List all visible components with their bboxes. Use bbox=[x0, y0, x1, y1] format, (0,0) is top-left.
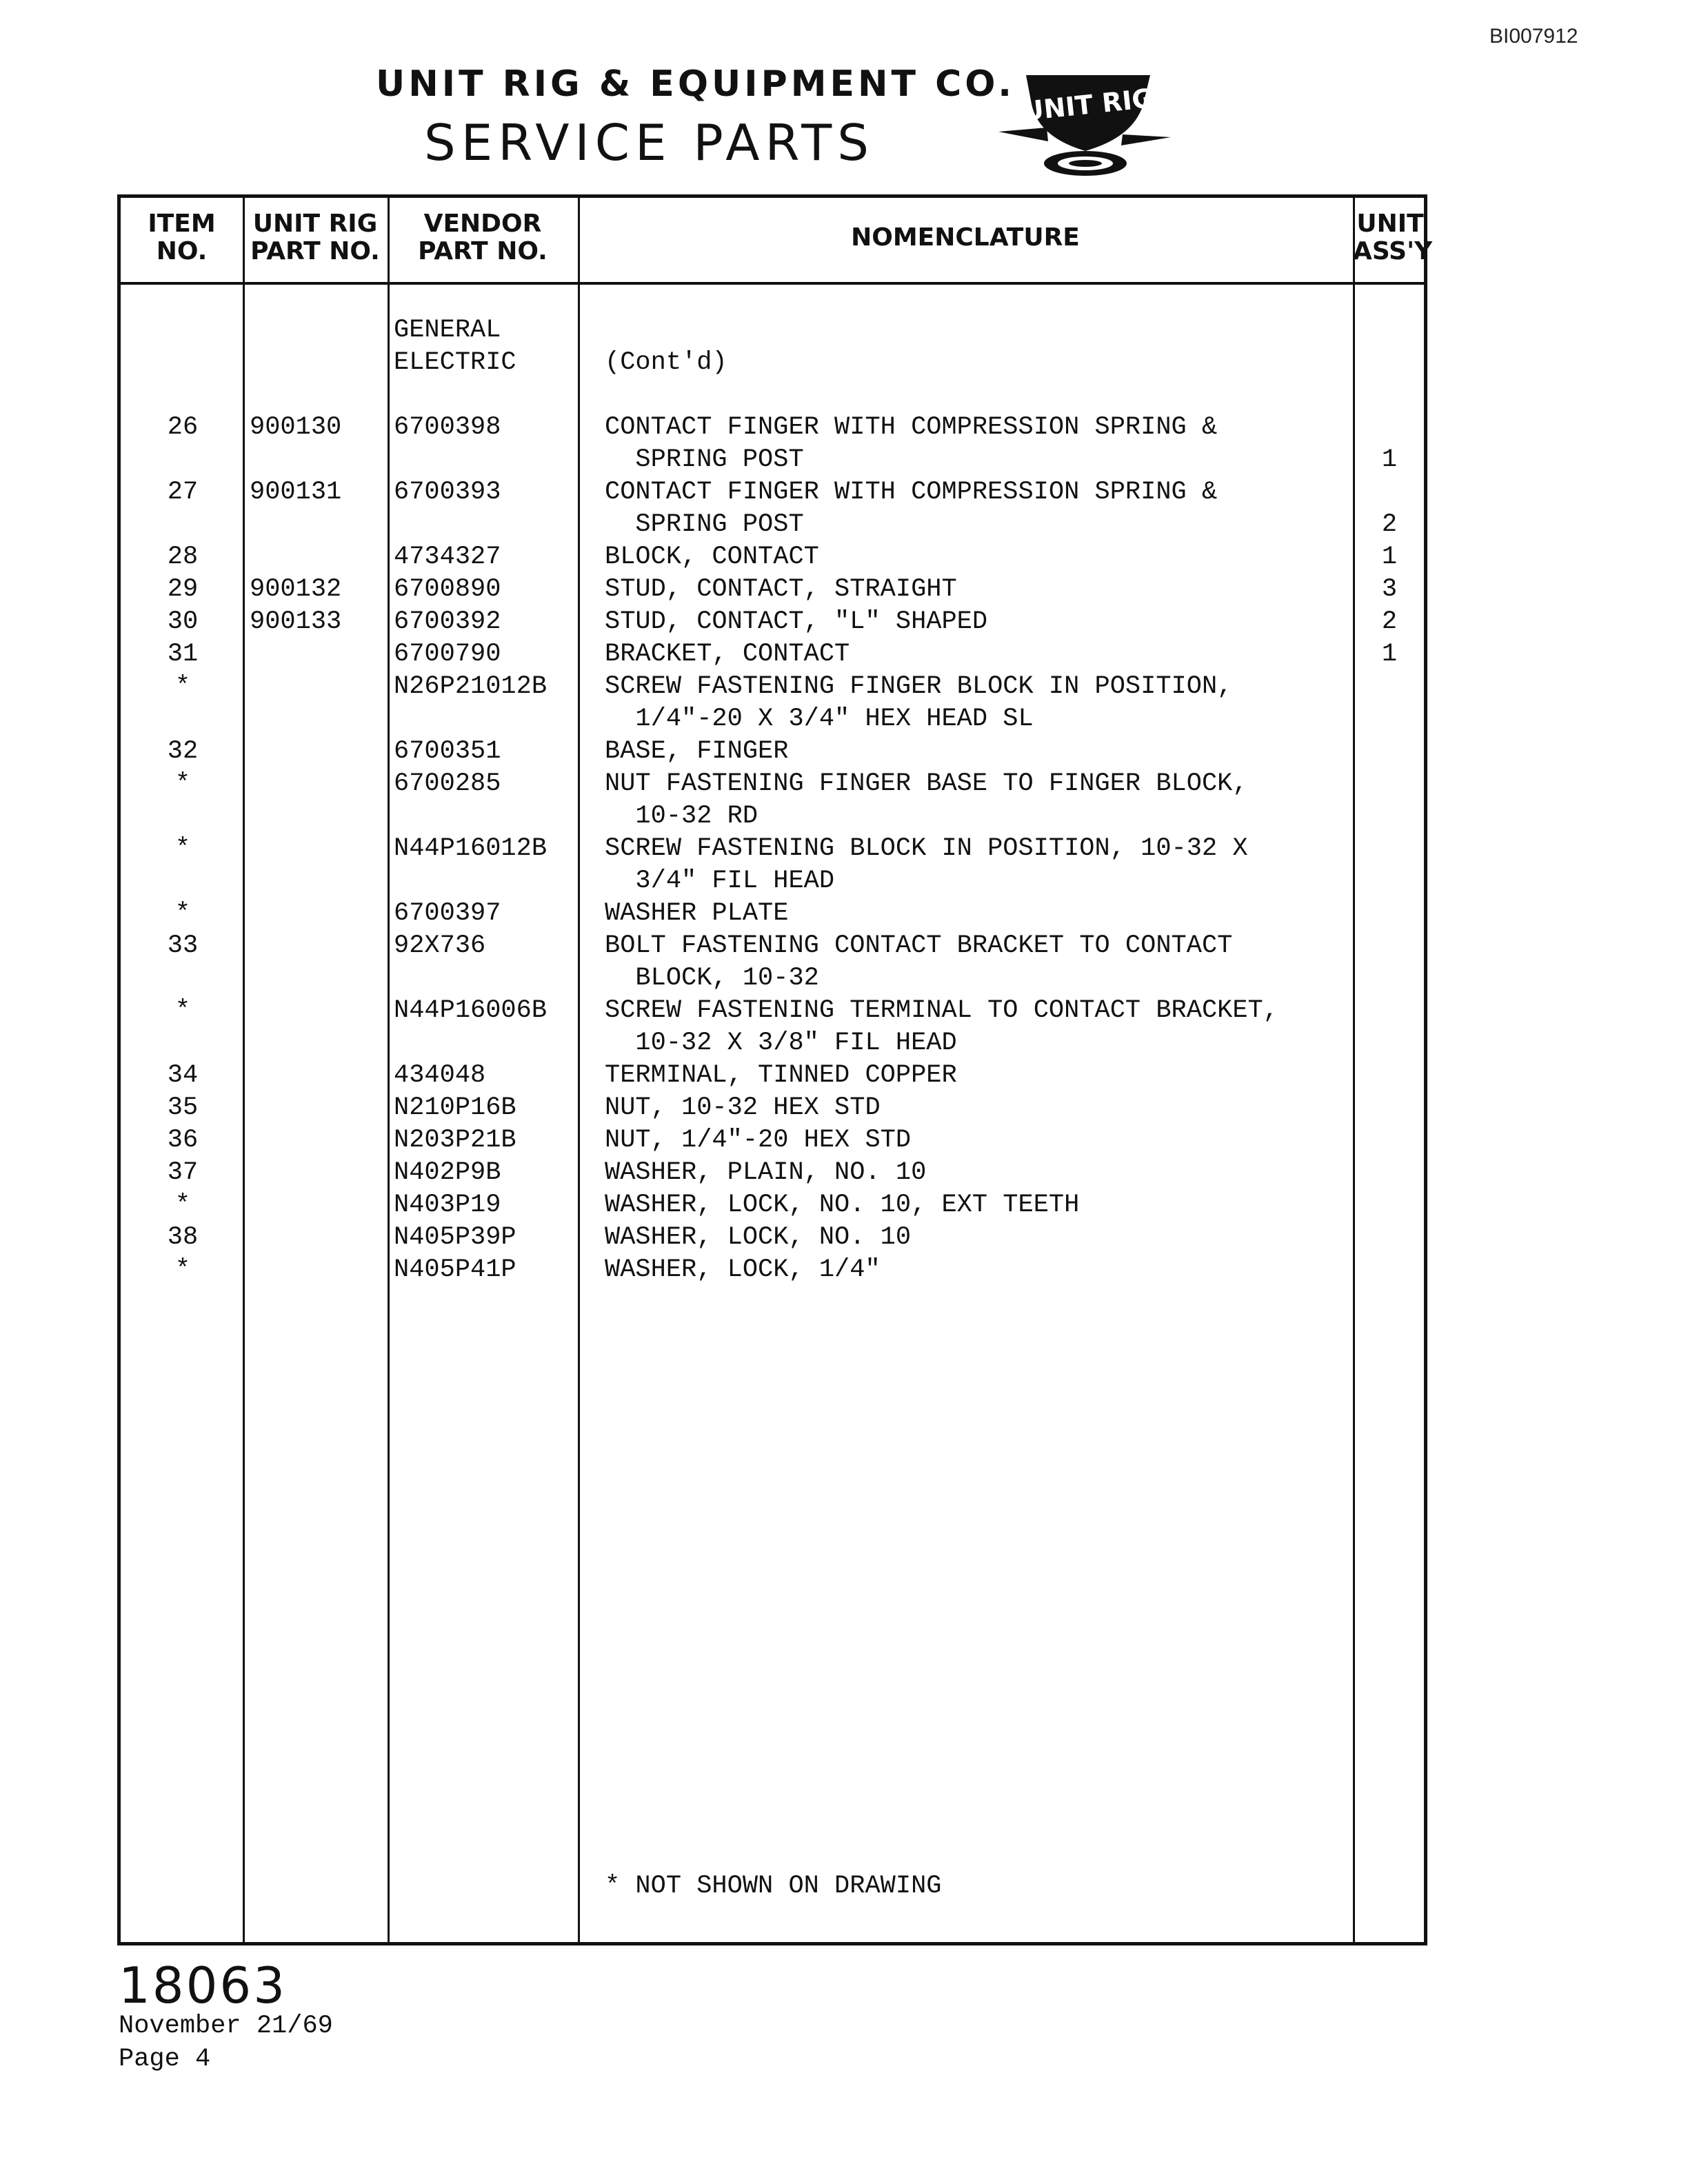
row-item: * bbox=[174, 672, 191, 701]
row-vendor: N402P9B bbox=[394, 1158, 501, 1187]
row-nomenclature: NUT, 10-32 HEX STD bbox=[605, 1093, 881, 1122]
row-vendor: N405P39P bbox=[394, 1223, 516, 1252]
row-item: * bbox=[174, 769, 191, 798]
row-item: 28 bbox=[167, 543, 199, 572]
row-nomenclature: WASHER, PLAIN, NO. 10 bbox=[605, 1158, 927, 1187]
vendor-heading: GENERAL ELECTRIC bbox=[394, 316, 516, 377]
row-nomenclature: BRACKET, CONTACT bbox=[605, 640, 850, 669]
row-nomenclature: CONTACT FINGER WITH COMPRESSION SPRING & SPRING POST bbox=[605, 413, 1218, 474]
row-qty: 2 bbox=[1381, 607, 1398, 636]
row-qty: 1 bbox=[1381, 445, 1398, 474]
row-item: 29 bbox=[167, 575, 199, 604]
row-nomenclature: SCREW FASTENING BLOCK IN POSITION, 10-32 X 3/4" FIL HEAD bbox=[605, 834, 1248, 896]
document-id: BI007912 bbox=[1489, 25, 1578, 48]
row-item: 32 bbox=[167, 737, 199, 766]
row-item: 31 bbox=[167, 640, 199, 669]
row-item: 33 bbox=[167, 931, 199, 960]
row-vendor: 6700790 bbox=[394, 640, 501, 669]
row-vendor: 6700398 bbox=[394, 413, 501, 442]
row-qty: 1 bbox=[1381, 640, 1398, 669]
row-vendor: N405P41P bbox=[394, 1255, 516, 1284]
page-title: SERVICE PARTS bbox=[424, 114, 874, 172]
row-nomenclature: NUT FASTENING FINGER BASE TO FINGER BLOCK, 10-32 RD bbox=[605, 769, 1248, 831]
row-vendor: 92X736 bbox=[394, 931, 486, 960]
row-nomenclature: WASHER, LOCK, NO. 10, EXT TEETH bbox=[605, 1191, 1080, 1220]
row-vendor: 6700351 bbox=[394, 737, 501, 766]
row-part: 900130 bbox=[250, 413, 342, 442]
header-unit-assy: UNIT ASS'Y bbox=[1353, 210, 1433, 265]
row-vendor: 6700285 bbox=[394, 769, 501, 798]
row-vendor: N210P16B bbox=[394, 1093, 516, 1122]
row-vendor: 4734327 bbox=[394, 543, 501, 572]
row-qty: 3 bbox=[1381, 575, 1398, 604]
row-part: 900132 bbox=[250, 575, 342, 604]
row-item: 38 bbox=[167, 1223, 199, 1252]
unit-rig-logo bbox=[998, 65, 1171, 183]
row-item: 27 bbox=[167, 478, 199, 507]
row-nomenclature: WASHER, LOCK, NO. 10 bbox=[605, 1223, 912, 1252]
row-vendor: N203P21B bbox=[394, 1126, 516, 1155]
row-item: * bbox=[174, 1255, 191, 1284]
row-item: 26 bbox=[167, 413, 199, 442]
row-vendor: N44P16012B bbox=[394, 834, 547, 863]
header-item-no: ITEM NO. bbox=[148, 210, 216, 265]
row-vendor: N44P16006B bbox=[394, 996, 547, 1025]
row-vendor: N26P21012B bbox=[394, 672, 547, 701]
row-nomenclature: WASHER, LOCK, 1/4" bbox=[605, 1255, 881, 1284]
row-item: * bbox=[174, 996, 191, 1025]
row-vendor: 6700890 bbox=[394, 575, 501, 604]
row-nomenclature: TERMINAL, TINNED COPPER bbox=[605, 1061, 957, 1090]
row-vendor: 434048 bbox=[394, 1061, 486, 1090]
svg-text:UNIT RIG: UNIT RIG bbox=[1021, 83, 1155, 127]
row-nomenclature: SCREW FASTENING FINGER BLOCK IN POSITION, 1/4"-20 X 3/4" HEX HEAD SL bbox=[605, 672, 1233, 734]
row-nomenclature: SCREW FASTENING TERMINAL TO CONTACT BRACKET, 10-32 X 3/8" FIL HEAD bbox=[605, 996, 1278, 1058]
footnote: * NOT SHOWN ON DRAWING bbox=[605, 1872, 942, 1901]
row-nomenclature: BOLT FASTENING CONTACT BRACKET TO CONTACT BLOCK, 10-32 bbox=[605, 931, 1233, 993]
row-part: 900133 bbox=[250, 607, 342, 636]
row-nomenclature: STUD, CONTACT, STRAIGHT bbox=[605, 575, 957, 604]
header-vendor-part: VENDOR PART NO. bbox=[418, 210, 547, 265]
row-nomenclature: NUT, 1/4"-20 HEX STD bbox=[605, 1126, 912, 1155]
row-item: * bbox=[174, 1191, 191, 1220]
row-qty: 2 bbox=[1381, 510, 1398, 539]
row-item: 30 bbox=[167, 607, 199, 636]
row-qty: 1 bbox=[1381, 543, 1398, 572]
company-name: UNIT RIG & EQUIPMENT CO. bbox=[376, 63, 1016, 105]
row-vendor: 6700393 bbox=[394, 478, 501, 507]
page-number: Page 4 bbox=[119, 2045, 211, 2074]
row-nomenclature: STUD, CONTACT, "L" SHAPED bbox=[605, 607, 988, 636]
document-number: 18063 bbox=[119, 1957, 288, 2014]
row-nomenclature: BLOCK, CONTACT bbox=[605, 543, 819, 572]
contd-label: (Cont'd) bbox=[605, 348, 727, 377]
row-item: * bbox=[174, 834, 191, 863]
row-vendor: N403P19 bbox=[394, 1191, 501, 1220]
row-item: * bbox=[174, 899, 191, 928]
row-nomenclature: BASE, FINGER bbox=[605, 737, 789, 766]
row-nomenclature: WASHER PLATE bbox=[605, 899, 789, 928]
row-nomenclature: CONTACT FINGER WITH COMPRESSION SPRING & SPRING POST bbox=[605, 478, 1218, 539]
row-item: 36 bbox=[167, 1126, 199, 1155]
row-item: 34 bbox=[167, 1061, 199, 1090]
row-item: 37 bbox=[167, 1158, 199, 1187]
header-nomenclature: NOMENCLATURE bbox=[851, 223, 1080, 252]
row-vendor: 6700392 bbox=[394, 607, 501, 636]
row-item: 35 bbox=[167, 1093, 199, 1122]
row-part: 900131 bbox=[250, 478, 342, 507]
issue-date: November 21/69 bbox=[119, 2012, 333, 2041]
row-vendor: 6700397 bbox=[394, 899, 501, 928]
header-unit-rig-part: UNIT RIG PART NO. bbox=[250, 210, 380, 265]
